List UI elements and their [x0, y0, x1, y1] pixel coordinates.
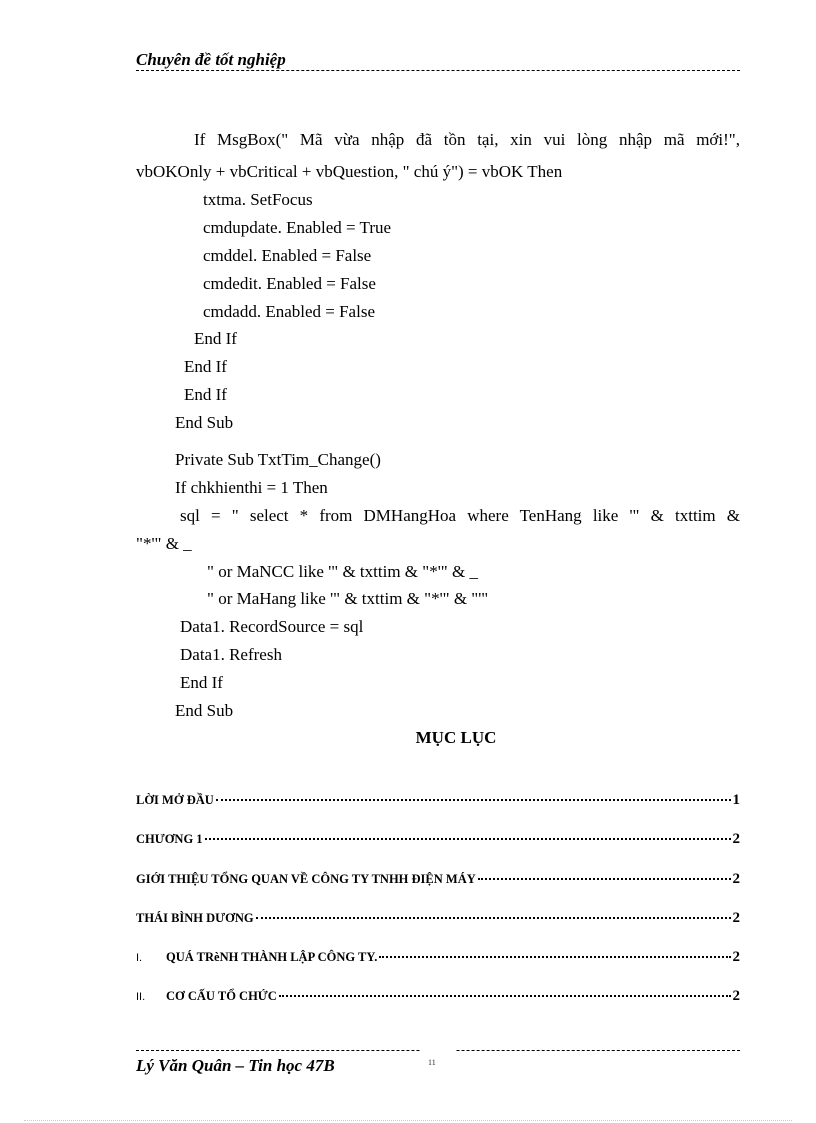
toc-leader-dots — [216, 799, 731, 801]
code-line: End Sub — [175, 413, 234, 432]
code-line: cmdadd. Enabled = False — [203, 302, 375, 321]
code-line: cmdedit. Enabled = False — [203, 274, 376, 293]
toc-entry-page: 1 — [732, 792, 740, 808]
code-line: " or MaHang like '" & txttim & "*'" & "'" — [207, 589, 489, 608]
toc-entry-label: THÁI BÌNH DƯƠNG — [136, 911, 254, 925]
code-line: sql = " select * from DMHangHoa where TenHang like '" & txttim & — [180, 506, 740, 525]
code-line: " or MaNCC like '" & txttim & "*'" & _ — [207, 562, 478, 581]
code-line: cmdupdate. Enabled = True — [203, 218, 392, 237]
code-line: Data1. RecordSource = sql — [180, 617, 364, 636]
toc-entry[interactable] — [136, 988, 740, 1008]
footer-rule-gap — [420, 1046, 456, 1054]
code-line: "*'" & _ — [136, 534, 192, 553]
toc-entry-page: 2 — [732, 988, 740, 1004]
toc-title: MỤC LỤC — [415, 728, 497, 747]
code-line: End If — [184, 385, 227, 404]
toc-entry-label: QUÁ TRèNH THÀNH LẬP CÔNG TY. — [166, 950, 378, 964]
toc-entry[interactable] — [136, 871, 740, 891]
footer-author: Lý Văn Quân – Tin học 47B — [136, 1056, 335, 1075]
toc-entry-label: CƠ CẤU TỔ CHỨC — [166, 989, 277, 1003]
toc-leader-dots — [205, 838, 731, 840]
toc-entry-page: 2 — [732, 910, 740, 926]
code-line: cmddel. Enabled = False — [203, 246, 372, 265]
code-line: Data1. Refresh — [180, 645, 282, 664]
toc-leader-dots — [478, 878, 731, 880]
code-line: If MsgBox(" Mã vừa nhập đã tồn tại, xin vui lòng nhập mã mới!", — [194, 130, 740, 149]
footer-page-number: 11 — [428, 1058, 436, 1067]
toc-entry-page: 2 — [732, 831, 740, 847]
toc-entry-number: I. — [136, 952, 143, 964]
toc-entry-page: 2 — [732, 949, 740, 965]
page-bottom-edge — [24, 1120, 792, 1121]
code-line: End If — [194, 329, 237, 348]
code-line: End If — [184, 357, 227, 376]
toc-leader-dots — [379, 956, 730, 958]
toc-leader-dots — [256, 917, 731, 919]
toc-leader-dots — [279, 995, 731, 997]
code-line: txtma. SetFocus — [203, 190, 313, 209]
toc-entry-label: GIỚI THIỆU TỔNG QUAN VỀ CÔNG TY TNHH ĐIỆN MÁY — [136, 872, 476, 886]
toc-entry[interactable] — [136, 831, 740, 851]
toc-entry-label: CHƯƠNG 1 — [136, 832, 203, 846]
code-line: Private Sub TxtTim_Change() — [175, 450, 381, 469]
code-line: End If — [180, 673, 223, 692]
toc-entry[interactable] — [136, 949, 740, 969]
code-line: If chkhienthi = 1 Then — [175, 478, 328, 497]
toc-entry[interactable] — [136, 792, 740, 812]
header-rule — [136, 70, 740, 71]
header-title: Chuyên đề tốt nghiệp — [136, 50, 286, 69]
code-line: End Sub — [175, 701, 234, 720]
toc-entry-page: 2 — [732, 871, 740, 887]
toc-entry-number: II. — [136, 991, 146, 1003]
toc-entry-label: LỜI MỞ ĐẦU — [136, 793, 214, 807]
code-line: vbOKOnly + vbCritical + vbQuestion, " chú ý") = vbOK Then — [136, 162, 563, 181]
toc-entry[interactable] — [136, 910, 740, 930]
